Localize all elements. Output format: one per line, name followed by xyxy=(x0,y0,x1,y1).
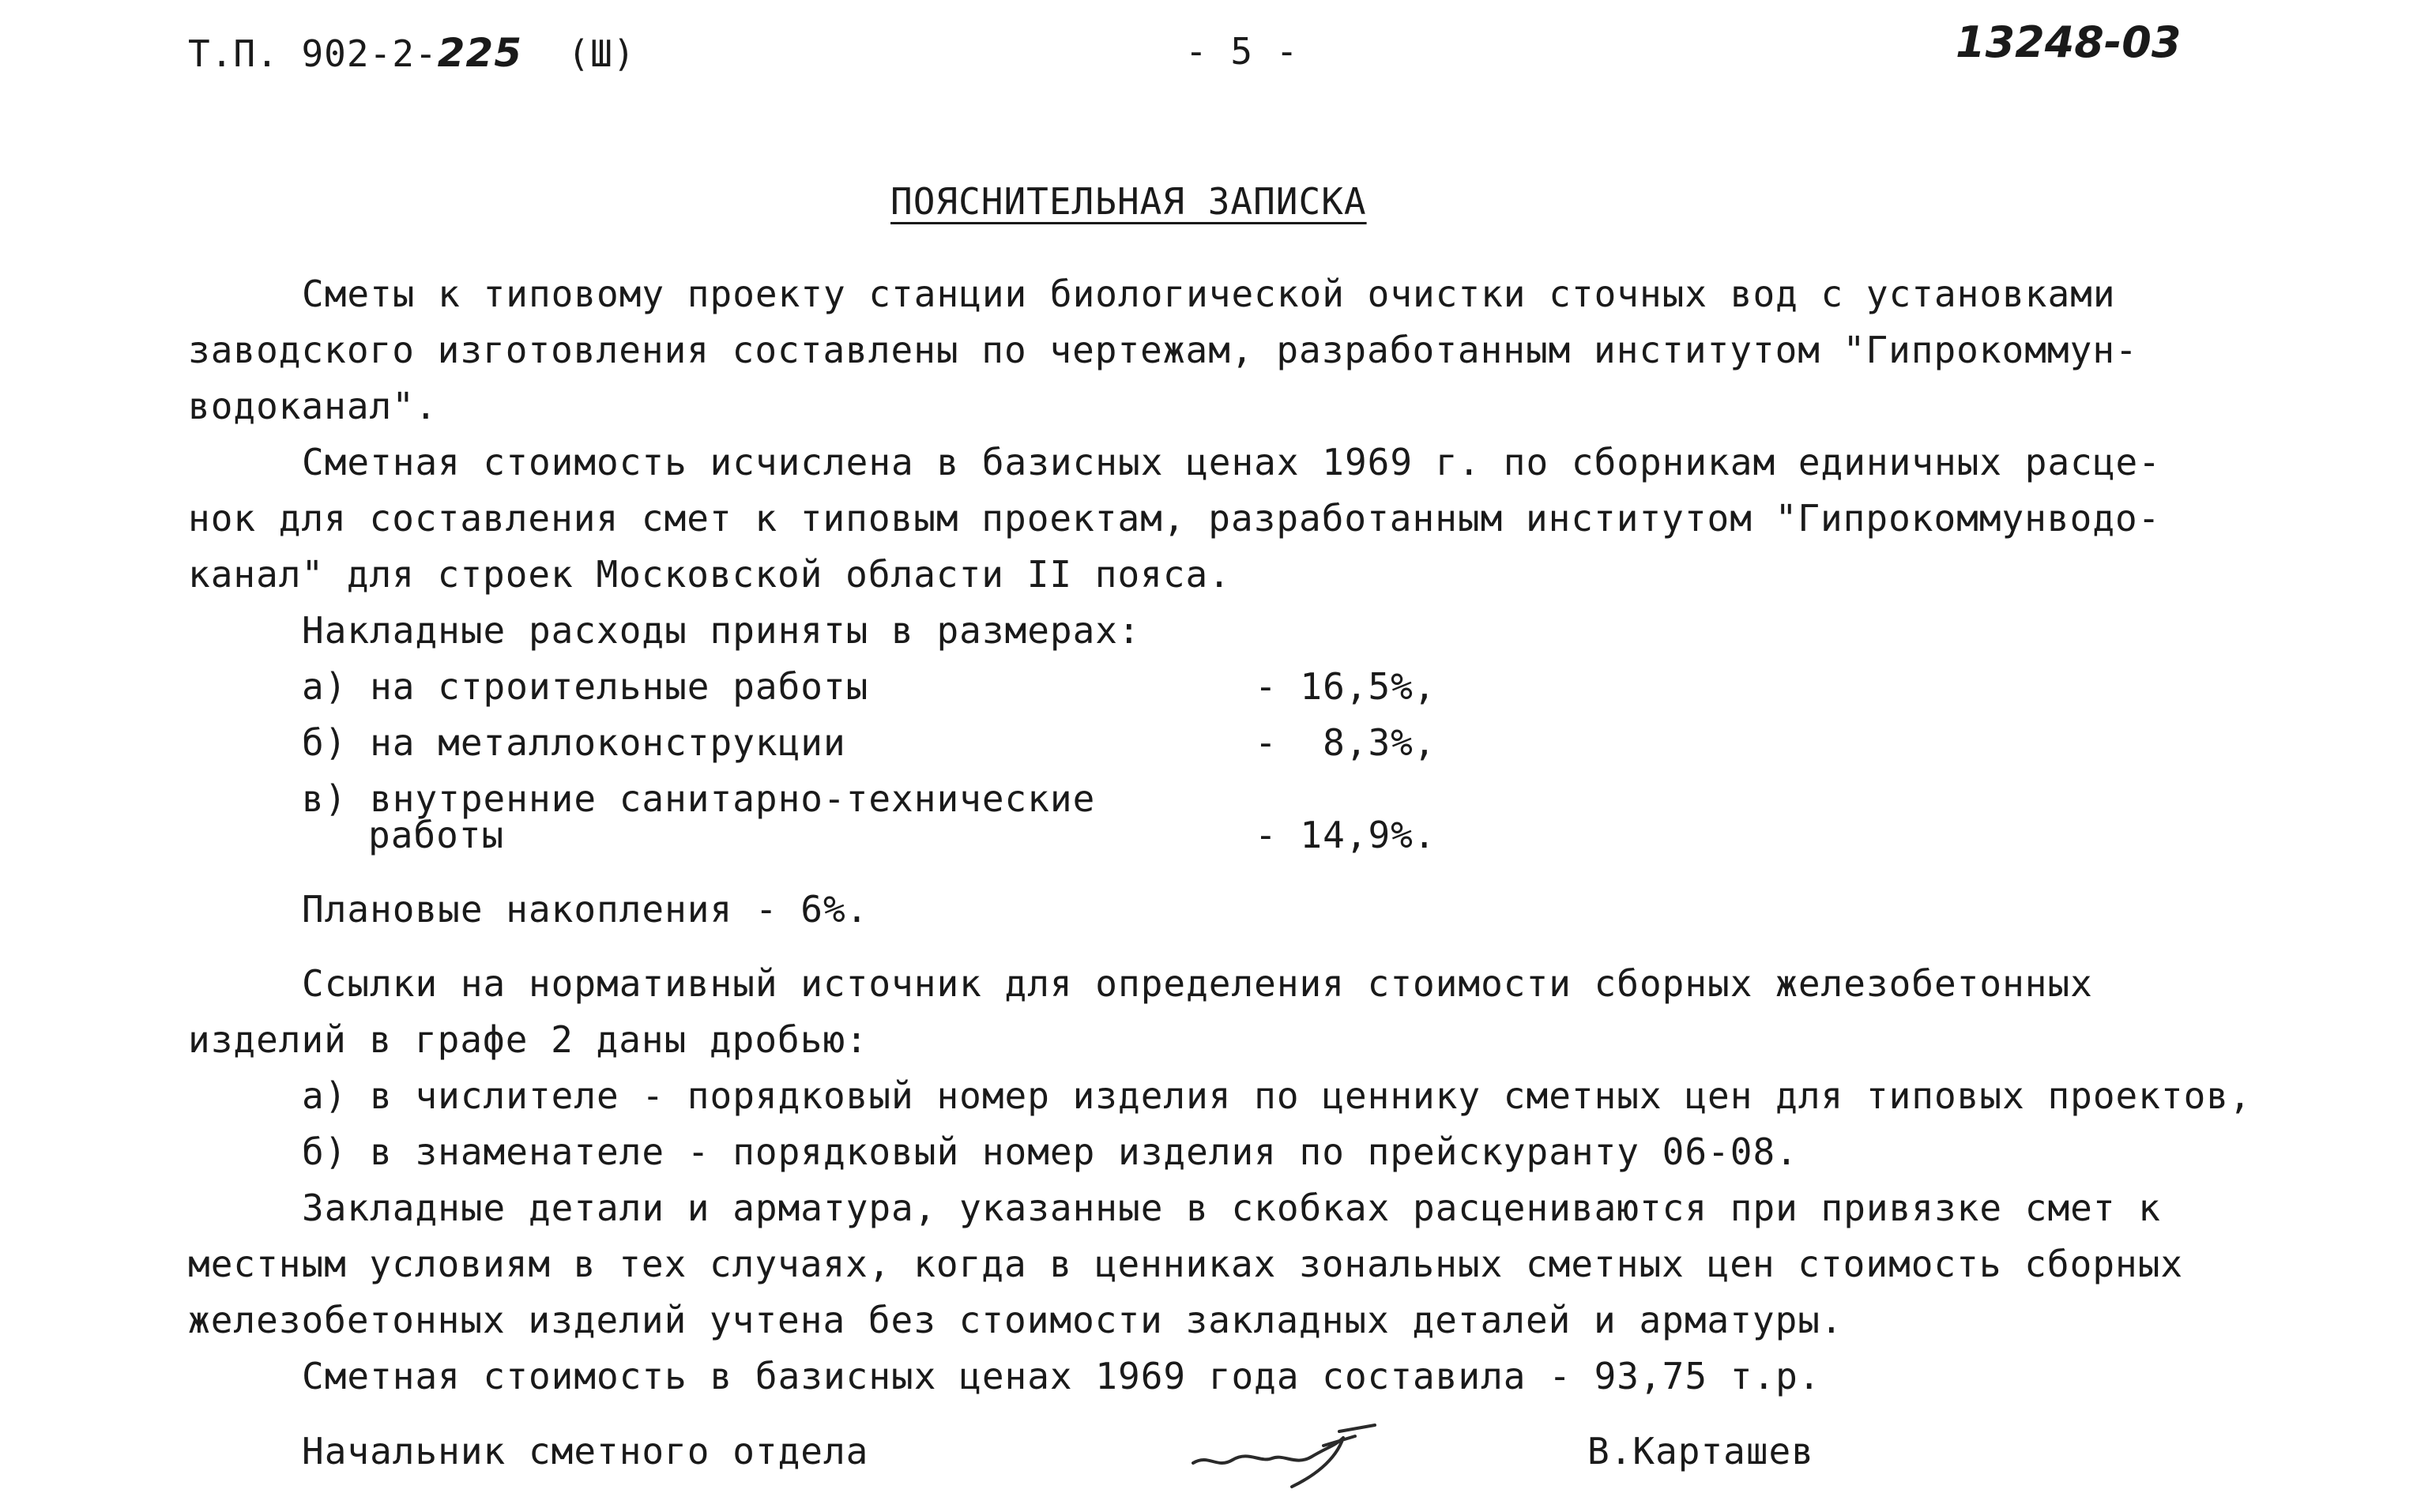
paragraph-4-line-2: местным условиям в тех случаях, когда в ценниках зональных сметных цен стоимость сборных xyxy=(188,1243,2184,1285)
overhead-item-a-value: - 16,5%, xyxy=(1255,665,1436,708)
total-cost: Сметная стоимость в базисных ценах 1969 года составила - 93,75 т.р. xyxy=(302,1355,1821,1397)
paragraph-3-line-4: б) в знаменателе - порядковый номер изделия по прейскуранту 06-08. xyxy=(302,1130,1798,1173)
paragraph-1-line-3: водоканал". xyxy=(188,385,438,427)
paragraph-2-line-2: нок для составления смет к типовым проектам, разработанным институтом "Гипрокоммунводо- xyxy=(188,497,2161,540)
overhead-item-b-value: - 8,3%, xyxy=(1255,721,1436,764)
signature-position: Начальник сметного отдела xyxy=(302,1430,869,1473)
paragraph-2-line-1: Сметная стоимость исчислена в базисных ценах 1969 г. по сборникам единичных расце- xyxy=(302,441,2161,483)
handwritten-signature xyxy=(1185,1414,1406,1493)
document-code-number: 225 xyxy=(437,30,523,76)
overhead-item-b-label: б) на металлоконструкции xyxy=(302,721,846,764)
paragraph-1-line-2: заводского изготовления составлены по чертежам, разработанным институтом "Гипрокоммун- xyxy=(188,329,2138,371)
paragraph-2-line-3: канал" для строек Московской области II пояса. xyxy=(188,553,1231,596)
planned-savings: Плановые накопления - 6%. xyxy=(302,888,869,931)
page-title: ПОЯСНИТЕЛЬНАЯ ЗАПИСКА xyxy=(890,180,1367,223)
page-number: - 5 - xyxy=(1185,30,1299,73)
document-code-prefix: Т.П. 902-2- xyxy=(188,32,438,75)
paragraph-4-line-3: железобетонных изделий учтена без стоимости закладных деталей и арматуры. xyxy=(188,1299,1843,1341)
paragraph-4-line-1: Закладные детали и арматура, указанные в скобках расцениваются при привязке смет к xyxy=(302,1187,2161,1229)
paragraph-3-line-1: Ссылки на нормативный источник для определения стоимости сборных железобетонных xyxy=(302,962,2093,1005)
overhead-item-c-value: - 14,9%. xyxy=(1255,814,1436,856)
overhead-intro: Накладные расходы приняты в размерах: xyxy=(302,609,1141,652)
document-code xyxy=(188,30,636,76)
sheet-code: 13248-03 xyxy=(1956,17,2182,67)
paragraph-1-line-1: Сметы к типовому проекту станции биологической очистки сточных вод с установками xyxy=(302,273,2116,315)
paragraph-3-line-2: изделий в графе 2 даны дробью: xyxy=(188,1018,868,1061)
paragraph-3-line-3: а) в числителе - порядковый номер изделия по ценнику сметных цен для типовых проектов, xyxy=(302,1074,2252,1117)
signature-name: В.Карташев xyxy=(1587,1430,1814,1473)
overhead-item-a-label: а) на строительные работы xyxy=(302,665,869,708)
overhead-item-c-label-cont: работы xyxy=(368,814,505,856)
document-code-suffix: (Ш) xyxy=(567,32,636,75)
overhead-item-c-label: в) внутренние санитарно-технические xyxy=(302,777,1096,820)
